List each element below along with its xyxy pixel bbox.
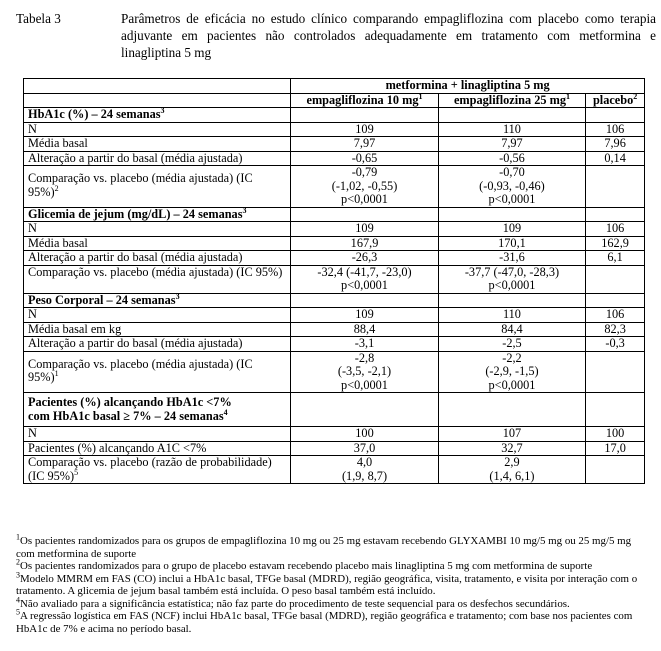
footnote: $^2$Os pacientes randomizados para o grupo de placebo estavam recebendo placebo mais linagliptina 5 mg com metformina de suporte (16, 557, 593, 572)
header-row-arms (24, 93, 645, 108)
section-title: Glicemia de jejum (mg/dL) – 24 semanas$^3$ (24, 207, 291, 222)
header-col3: placebo$^2$ (586, 93, 645, 108)
table-row: N 109 110 106 (24, 308, 645, 323)
comparison-label: Comparação vs. placebo (razão de probabilidade) (IC 95%)$^5$ (24, 456, 291, 484)
footnote: $^5$A regressão logística em FAS (NCF) inclui HbA1c basal, TFGe basal (MDRD), região geográfica e tratamento; com base nos pacientes com HbA1c de 7% e acima no período basal. (16, 607, 633, 635)
table-label: Tabela 3 (16, 11, 61, 26)
table-row: Média basal em kg 88,4 84,4 82,3 (24, 322, 645, 337)
comparison-label: Comparação vs. placebo (média ajustada) (IC 95%)$^1$ (24, 351, 291, 393)
comparison-label: Comparação vs. placebo (média ajustada) (IC 95%)$^2$ (24, 166, 291, 208)
section-title-row (24, 207, 645, 222)
footnote: $^3$Modelo MMRM em FAS (CO) inclui a HbA1c basal, TFGe basal (MDRD), região geográfica, visita, tratamento, e visita por interação com o tratamento. A glicemia de jejum basal também está incluída. O peso basal também está incluído. (16, 569, 638, 597)
table-row: N 109 110 106 (24, 122, 645, 137)
section-title: HbA1c (%) – 24 semanas$^3$ (24, 108, 291, 123)
section-title-row (24, 293, 645, 308)
table-row: N 109 109 106 (24, 222, 645, 237)
table-row: Alteração a partir do basal (média ajustada) -3,1 -2,5 -0,3 (24, 337, 645, 352)
table-row: Comparação vs. placebo (média ajustada) (IC 95%)$^2$ -0,79 (-1,02, -0,55) p<0,0001 -0,70 (-0,93, -0,46) p<0,0001 (24, 166, 645, 208)
table-row: Comparação vs. placebo (média ajustada) (IC 95%) -32,4 (-41,7, -23,0) p<0,0001 -37,7 (-47,0, -28,3) p<0,0001 (24, 265, 645, 293)
table-row: Média basal 7,97 7,97 7,96 (24, 137, 645, 152)
section-title: Pacientes (%) alcançando HbA1c <7% com HbA1c basal ≥ 7% – 24 semanas$^4$ (24, 393, 291, 427)
header-row-group (24, 79, 645, 94)
header-empty (24, 79, 291, 94)
table-title: Parâmetros de eficácia no estudo clínico comparando empagliflozina com placebo como terapia adjuvante em pacientes não controlados adequadamente em tratamento com metformina e linagliptina 5 mg (121, 11, 656, 60)
header-col2: empagliflozina 25 $mg^1$ (438, 93, 585, 108)
section-title: Peso Corporal – 24 semanas$^3$ (24, 293, 291, 308)
section-title-row (24, 108, 645, 123)
table-row: Comparação vs. placebo (média ajustada) (IC 95%)$^1$ -2,8 (-3,5, -2,1) p<0,0001 -2,2 (-2,9, -1,5) p<0,0001 (24, 351, 645, 393)
efficacy-table (23, 78, 645, 484)
table-row: Média basal 167,9 170,1 162,9 (24, 236, 645, 251)
header-col1: empagliflozina 10 $mg^1$ (291, 93, 438, 108)
comparison-label: Comparação vs. placebo (média ajustada) (IC 95%) (24, 265, 291, 293)
footnotes (16, 532, 652, 635)
header-group: metformina + linagliptina 5 mg (291, 79, 645, 94)
header-empty (24, 93, 291, 108)
table-row: Alteração a partir do basal (média ajustada) -26,3 -31,6 6,1 (24, 251, 645, 266)
table-row: Alteração a partir do basal (média ajustada) -0,65 -0,56 0,14 (24, 151, 645, 166)
table-row: Comparação vs. placebo (razão de probabilidade) (IC 95%)$^5$ 4,0 (1,9, 8,7) 2,9 (1,4, 6,1) (24, 456, 645, 484)
table-row: Pacientes (%) alcançando A1C <7% 37,0 32,7 17,0 (24, 441, 645, 456)
table-row: N 100 107 100 (24, 427, 645, 442)
section-title-row (24, 393, 645, 427)
footnote: $^4$Não avaliado para a significância estatística; não faz parte do procedimento de teste sequencial para os desfechos secundários. (16, 594, 570, 610)
footnote: $^1$Os pacientes randomizados para os grupos de empagliflozina 10 mg ou 25 mg estavam recebendo GLYXAMBI 10 mg/5 mg ou 25 mg/5 mg com metformina de suporte (16, 532, 632, 560)
